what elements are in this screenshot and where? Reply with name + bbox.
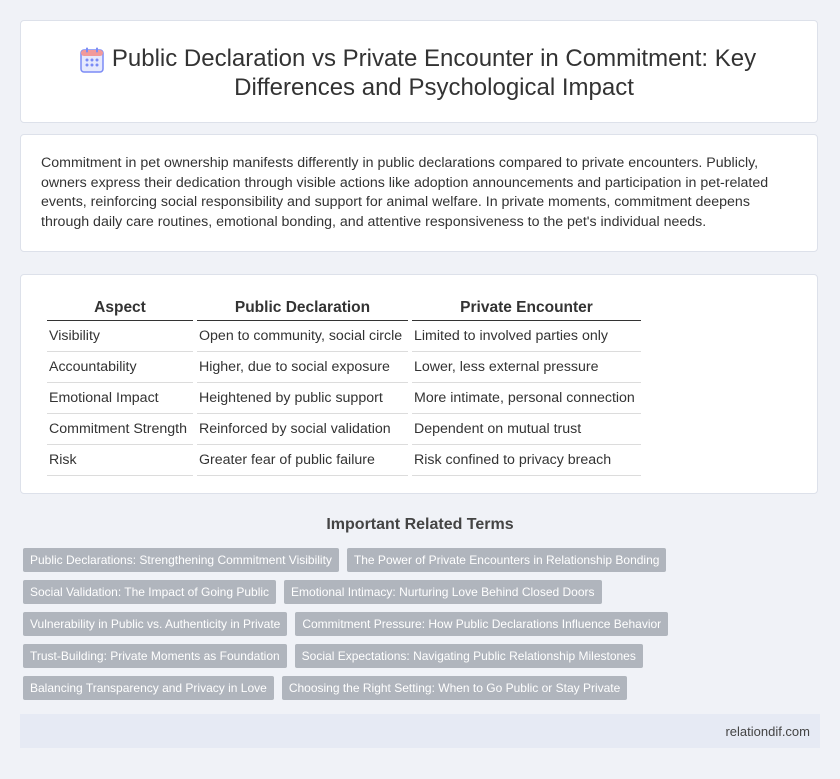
table-row <box>47 383 641 414</box>
page-title: Public Declaration vs Private Encounter in Commitment: Key Differences and Psychological Impact <box>111 45 757 101</box>
table-cell: Greater fear of public failure <box>197 445 408 476</box>
table-cell: Limited to involved parties only <box>412 321 641 352</box>
related-term-tag[interactable]: Social Expectations: Navigating Public Relationship Milestones <box>295 644 643 668</box>
header-aspect: Aspect <box>47 297 193 321</box>
title-row <box>21 44 817 102</box>
table-cell: Open to community, social circle <box>197 321 408 352</box>
header-private-encounter: Private Encounter <box>412 297 641 321</box>
header-public-declaration: Public Declaration <box>197 297 408 321</box>
related-term-tag[interactable]: Commitment Pressure: How Public Declarations Influence Behavior <box>295 612 668 636</box>
table-cell: Lower, less external pressure <box>412 352 641 383</box>
footer <box>20 714 820 748</box>
related-term-tag[interactable]: The Power of Private Encounters in Relationship Bonding <box>347 548 667 572</box>
related-term-tag[interactable]: Balancing Transparency and Privacy in Love <box>23 676 274 700</box>
table-cell: Emotional Impact <box>47 383 193 414</box>
table-cell: Accountability <box>47 352 193 383</box>
table-row <box>47 445 641 476</box>
footer-site-link[interactable]: relationdif.com <box>725 724 810 739</box>
table-row <box>47 321 641 352</box>
table-cell: Commitment Strength <box>47 414 193 445</box>
summary-text: Commitment in pet ownership manifests differently in public declarations compared to private encounters. Publicly, owners express their dedication through visible actions like adoption announcements and participation in pet-related events, reinforcing social responsibility and support for animal welfare. In private moments, commitment deepens through daily care routines, emotional bonding, and attentive responsiveness to the pet's individual needs. <box>41 155 769 230</box>
table-cell: Risk confined to privacy breach <box>412 445 641 476</box>
table-header-row <box>47 297 641 321</box>
table-cell: Heightened by public support <box>197 383 408 414</box>
table-cell: Visibility <box>47 321 193 352</box>
comparison-card <box>20 274 818 494</box>
summary-card <box>20 134 818 252</box>
table-cell: Reinforced by social validation <box>197 414 408 445</box>
related-term-tag[interactable]: Trust-Building: Private Moments as Foundation <box>23 644 287 668</box>
related-terms-list <box>23 548 823 708</box>
table-row <box>47 352 641 383</box>
related-term-tag[interactable]: Social Validation: The Impact of Going Public <box>23 580 276 604</box>
table-row <box>47 414 641 445</box>
title-card <box>20 20 818 123</box>
related-terms-heading: Important Related Terms <box>326 516 514 533</box>
related-term-tag[interactable]: Vulnerability in Public vs. Authenticity in Private <box>23 612 287 636</box>
table-cell: Dependent on mutual trust <box>412 414 641 445</box>
comparison-table <box>43 297 645 476</box>
related-term-tag[interactable]: Choosing the Right Setting: When to Go Public or Stay Private <box>282 676 628 700</box>
calendar-icon <box>80 47 104 73</box>
table-cell: Risk <box>47 445 193 476</box>
related-term-tag[interactable]: Public Declarations: Strengthening Commitment Visibility <box>23 548 339 572</box>
table-cell: Higher, due to social exposure <box>197 352 408 383</box>
related-term-tag[interactable]: Emotional Intimacy: Nurturing Love Behind Closed Doors <box>284 580 601 604</box>
table-cell: More intimate, personal connection <box>412 383 641 414</box>
